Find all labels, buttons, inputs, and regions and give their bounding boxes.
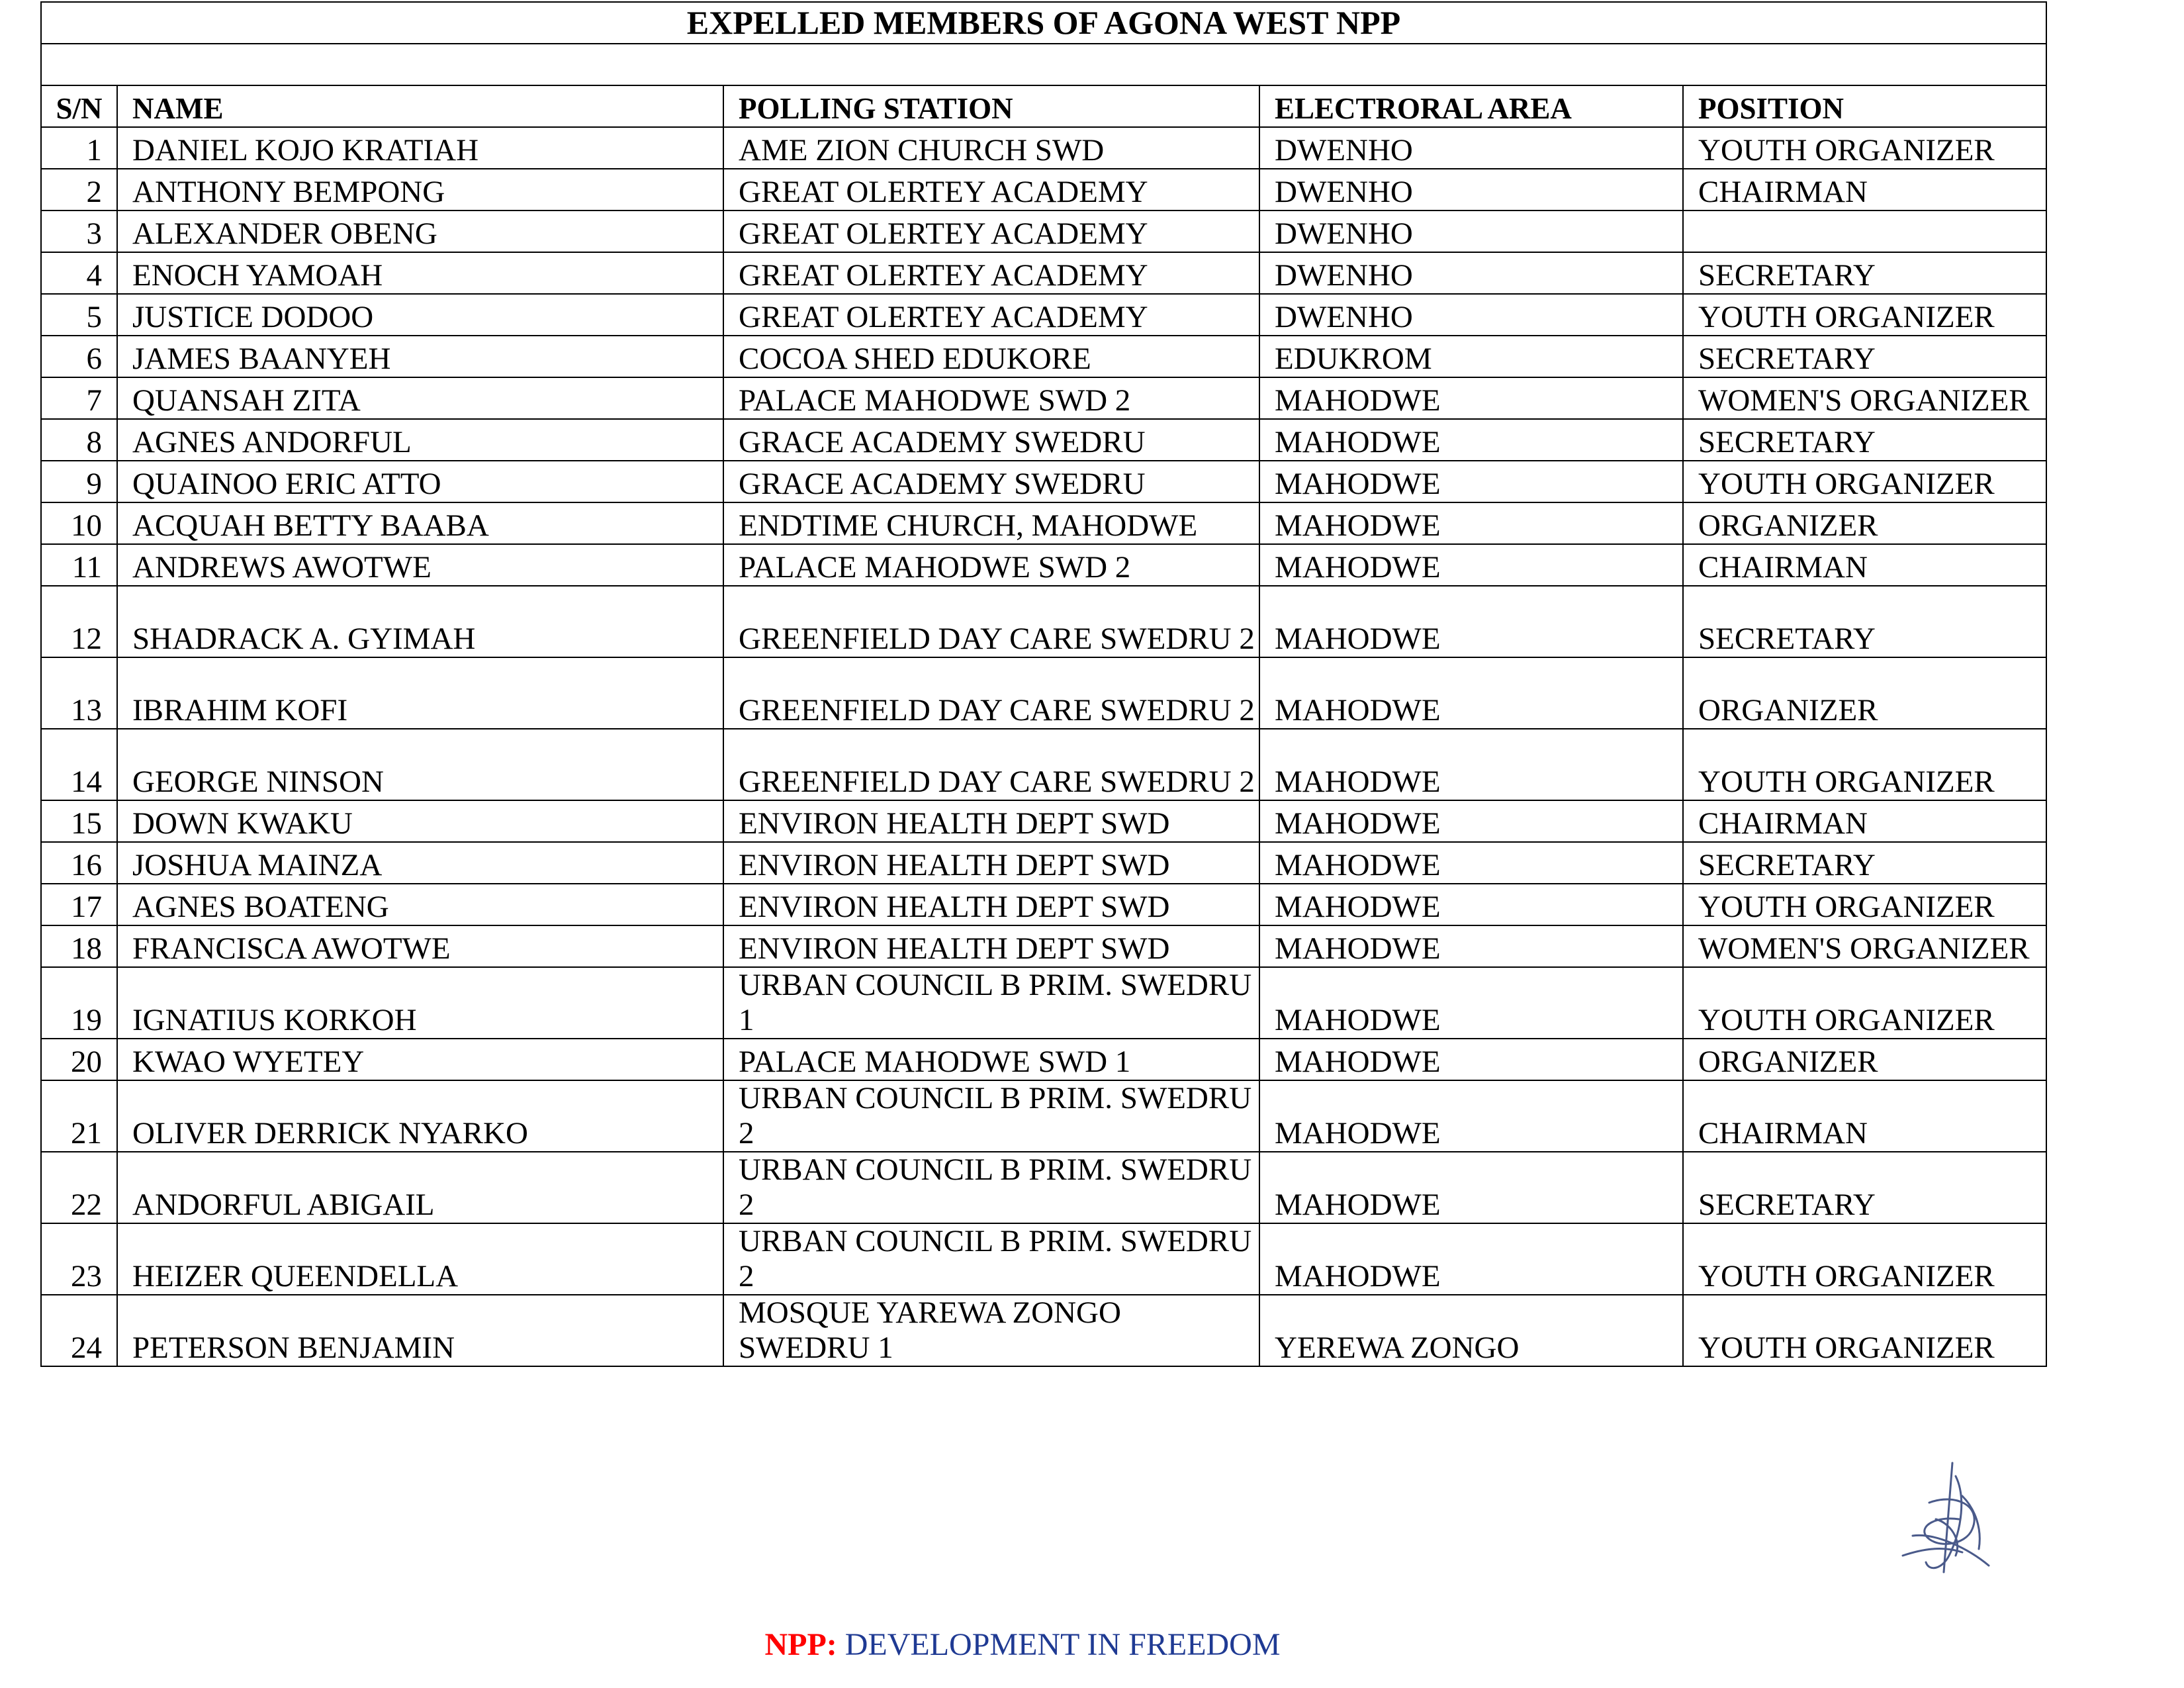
cell-polling-station: ENVIRON HEALTH DEPT SWD — [723, 925, 1259, 967]
cell-sn: 2 — [41, 169, 117, 211]
cell-sn: 8 — [41, 419, 117, 461]
cell-position: ORGANIZER — [1683, 502, 2046, 544]
cell-position: SECRETARY — [1683, 586, 2046, 657]
table-row — [41, 252, 2046, 294]
document-title: EXPELLED MEMBERS OF AGONA WEST NPP — [41, 2, 2046, 44]
table-row — [41, 544, 2046, 586]
cell-name: QUANSAH ZITA — [117, 377, 723, 419]
header-name: NAME — [117, 85, 723, 127]
cell-sn: 16 — [41, 842, 117, 884]
cell-sn: 9 — [41, 461, 117, 502]
cell-electoral-area: MAHODWE — [1259, 502, 1683, 544]
cell-electoral-area: DWENHO — [1259, 127, 1683, 169]
cell-polling-station: GREENFIELD DAY CARE SWEDRU 2 — [723, 586, 1259, 657]
header-sn: S/N — [41, 85, 117, 127]
table-row — [41, 211, 2046, 252]
cell-polling-station: GRACE ACADEMY SWEDRU — [723, 419, 1259, 461]
cell-electoral-area: MAHODWE — [1259, 1152, 1683, 1223]
header-row — [41, 85, 2046, 127]
cell-position: SECRETARY — [1683, 842, 2046, 884]
cell-polling-station: URBAN COUNCIL B PRIM. SWEDRU 2 — [723, 1152, 1259, 1223]
cell-sn: 21 — [41, 1080, 117, 1152]
cell-position: CHAIRMAN — [1683, 800, 2046, 842]
cell-electoral-area: MAHODWE — [1259, 1080, 1683, 1152]
cell-name: HEIZER QUEENDELLA — [117, 1223, 723, 1295]
table-row — [41, 1080, 2046, 1152]
cell-name: DOWN KWAKU — [117, 800, 723, 842]
cell-sn: 3 — [41, 211, 117, 252]
cell-sn: 11 — [41, 544, 117, 586]
table-row — [41, 169, 2046, 211]
cell-polling-station: GREENFIELD DAY CARE SWEDRU 2 — [723, 657, 1259, 729]
table-row — [41, 1152, 2046, 1223]
cell-sn: 15 — [41, 800, 117, 842]
cell-sn: 19 — [41, 967, 117, 1039]
cell-sn: 17 — [41, 884, 117, 925]
cell-sn: 22 — [41, 1152, 117, 1223]
cell-electoral-area: DWENHO — [1259, 252, 1683, 294]
table-row — [41, 586, 2046, 657]
cell-polling-station: GREENFIELD DAY CARE SWEDRU 2 — [723, 729, 1259, 800]
cell-name: FRANCISCA AWOTWE — [117, 925, 723, 967]
cell-polling-station: URBAN COUNCIL B PRIM. SWEDRU 2 — [723, 1080, 1259, 1152]
cell-position: YOUTH ORGANIZER — [1683, 461, 2046, 502]
cell-name: ANTHONY BEMPONG — [117, 169, 723, 211]
cell-name: ENOCH YAMOAH — [117, 252, 723, 294]
cell-position: YOUTH ORGANIZER — [1683, 1295, 2046, 1366]
cell-position: YOUTH ORGANIZER — [1683, 294, 2046, 336]
cell-sn: 14 — [41, 729, 117, 800]
cell-position — [1683, 211, 2046, 252]
cell-electoral-area: MAHODWE — [1259, 967, 1683, 1039]
cell-electoral-area: DWENHO — [1259, 169, 1683, 211]
cell-sn: 24 — [41, 1295, 117, 1366]
table-row — [41, 842, 2046, 884]
table-row — [41, 127, 2046, 169]
table-row — [41, 925, 2046, 967]
cell-electoral-area: MAHODWE — [1259, 842, 1683, 884]
blank-row — [41, 44, 2046, 85]
cell-electoral-area: MAHODWE — [1259, 544, 1683, 586]
cell-name: AGNES ANDORFUL — [117, 419, 723, 461]
table-row — [41, 884, 2046, 925]
cell-position: CHAIRMAN — [1683, 544, 2046, 586]
cell-sn: 23 — [41, 1223, 117, 1295]
cell-polling-station: PALACE MAHODWE SWD 2 — [723, 377, 1259, 419]
cell-electoral-area: DWENHO — [1259, 211, 1683, 252]
cell-sn: 13 — [41, 657, 117, 729]
cell-name: GEORGE NINSON — [117, 729, 723, 800]
cell-electoral-area: MAHODWE — [1259, 419, 1683, 461]
handwritten-signature-icon — [1889, 1456, 2002, 1589]
cell-position: YOUTH ORGANIZER — [1683, 127, 2046, 169]
cell-name: KWAO WYETEY — [117, 1039, 723, 1080]
cell-position: SECRETARY — [1683, 419, 2046, 461]
expelled-members-table — [40, 1, 2047, 1367]
table-row — [41, 729, 2046, 800]
cell-sn: 4 — [41, 252, 117, 294]
cell-position: WOMEN'S ORGANIZER — [1683, 377, 2046, 419]
cell-name: OLIVER DERRICK NYARKO — [117, 1080, 723, 1152]
cell-electoral-area: MAHODWE — [1259, 925, 1683, 967]
cell-position: YOUTH ORGANIZER — [1683, 1223, 2046, 1295]
cell-position: CHAIRMAN — [1683, 1080, 2046, 1152]
cell-polling-station: ENVIRON HEALTH DEPT SWD — [723, 842, 1259, 884]
cell-name: AGNES BOATENG — [117, 884, 723, 925]
cell-electoral-area: MAHODWE — [1259, 377, 1683, 419]
cell-name: ALEXANDER OBENG — [117, 211, 723, 252]
table-row — [41, 461, 2046, 502]
table-row — [41, 1295, 2046, 1366]
cell-polling-station: PALACE MAHODWE SWD 2 — [723, 544, 1259, 586]
cell-position: SECRETARY — [1683, 1152, 2046, 1223]
cell-polling-station: ENVIRON HEALTH DEPT SWD — [723, 800, 1259, 842]
cell-polling-station: AME ZION CHURCH SWD — [723, 127, 1259, 169]
cell-sn: 20 — [41, 1039, 117, 1080]
cell-polling-station: GRACE ACADEMY SWEDRU — [723, 461, 1259, 502]
cell-polling-station: COCOA SHED EDUKORE — [723, 336, 1259, 377]
cell-polling-station: GREAT OLERTEY ACADEMY — [723, 252, 1259, 294]
cell-sn: 10 — [41, 502, 117, 544]
table-row — [41, 1039, 2046, 1080]
cell-electoral-area: YEREWA ZONGO — [1259, 1295, 1683, 1366]
cell-position: WOMEN'S ORGANIZER — [1683, 925, 2046, 967]
cell-polling-station: PALACE MAHODWE SWD 1 — [723, 1039, 1259, 1080]
cell-polling-station: GREAT OLERTEY ACADEMY — [723, 211, 1259, 252]
cell-polling-station: GREAT OLERTEY ACADEMY — [723, 169, 1259, 211]
cell-electoral-area: MAHODWE — [1259, 586, 1683, 657]
header-polling-station: POLLING STATION — [723, 85, 1259, 127]
cell-position: SECRETARY — [1683, 252, 2046, 294]
cell-sn: 6 — [41, 336, 117, 377]
cell-sn: 18 — [41, 925, 117, 967]
cell-name: IGNATIUS KORKOH — [117, 967, 723, 1039]
cell-polling-station: ENVIRON HEALTH DEPT SWD — [723, 884, 1259, 925]
table-row — [41, 336, 2046, 377]
cell-sn: 7 — [41, 377, 117, 419]
cell-position: SECRETARY — [1683, 336, 2046, 377]
header-electoral-area: ELECTRORAL AREA — [1259, 85, 1683, 127]
cell-position: ORGANIZER — [1683, 657, 2046, 729]
table-row — [41, 1223, 2046, 1295]
cell-name: ANDORFUL ABIGAIL — [117, 1152, 723, 1223]
cell-name: PETERSON BENJAMIN — [117, 1295, 723, 1366]
cell-name: DANIEL KOJO KRATIAH — [117, 127, 723, 169]
cell-name: IBRAHIM KOFI — [117, 657, 723, 729]
cell-polling-station: MOSQUE YAREWA ZONGO SWEDRU 1 — [723, 1295, 1259, 1366]
table-row — [41, 800, 2046, 842]
table-row — [41, 657, 2046, 729]
cell-polling-station: URBAN COUNCIL B PRIM. SWEDRU 1 — [723, 967, 1259, 1039]
cell-position: ORGANIZER — [1683, 1039, 2046, 1080]
cell-name: QUAINOO ERIC ATTO — [117, 461, 723, 502]
cell-position: YOUTH ORGANIZER — [1683, 729, 2046, 800]
cell-position: CHAIRMAN — [1683, 169, 2046, 211]
cell-name: JUSTICE DODOO — [117, 294, 723, 336]
cell-polling-station: ENDTIME CHURCH, MAHODWE — [723, 502, 1259, 544]
footer-party-tag: NPP: — [764, 1627, 837, 1662]
table-row — [41, 502, 2046, 544]
table-body — [41, 127, 2046, 1366]
cell-electoral-area: MAHODWE — [1259, 1223, 1683, 1295]
cell-electoral-area: DWENHO — [1259, 294, 1683, 336]
cell-electoral-area: MAHODWE — [1259, 729, 1683, 800]
table-row — [41, 377, 2046, 419]
cell-electoral-area: MAHODWE — [1259, 461, 1683, 502]
footer-motto: DEVELOPMENT IN FREEDOM — [844, 1627, 1281, 1662]
header-position: POSITION — [1683, 85, 2046, 127]
table-row — [41, 419, 2046, 461]
table-row — [41, 967, 2046, 1039]
cell-position: YOUTH ORGANIZER — [1683, 967, 2046, 1039]
cell-polling-station: URBAN COUNCIL B PRIM. SWEDRU 2 — [723, 1223, 1259, 1295]
cell-sn: 12 — [41, 586, 117, 657]
cell-name: ANDREWS AWOTWE — [117, 544, 723, 586]
footer-slogan — [0, 1625, 2045, 1665]
cell-name: ACQUAH BETTY BAABA — [117, 502, 723, 544]
cell-electoral-area: MAHODWE — [1259, 800, 1683, 842]
cell-name: JOSHUA MAINZA — [117, 842, 723, 884]
cell-sn: 5 — [41, 294, 117, 336]
cell-sn: 1 — [41, 127, 117, 169]
cell-polling-station: GREAT OLERTEY ACADEMY — [723, 294, 1259, 336]
cell-name: JAMES BAANYEH — [117, 336, 723, 377]
table-row — [41, 294, 2046, 336]
cell-electoral-area: EDUKROM — [1259, 336, 1683, 377]
cell-electoral-area: MAHODWE — [1259, 657, 1683, 729]
cell-electoral-area: MAHODWE — [1259, 884, 1683, 925]
cell-name: SHADRACK A. GYIMAH — [117, 586, 723, 657]
cell-electoral-area: MAHODWE — [1259, 1039, 1683, 1080]
cell-position: YOUTH ORGANIZER — [1683, 884, 2046, 925]
